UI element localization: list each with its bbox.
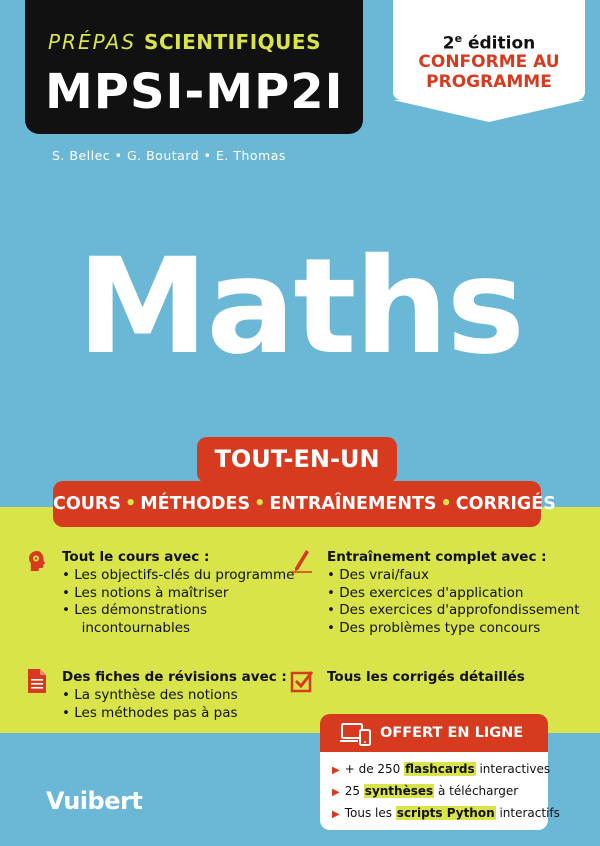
list-item: • Les notions à maîtriser	[62, 585, 295, 603]
arrow-icon: ▶	[332, 787, 340, 798]
list-item-continuation: incontournables	[81, 619, 191, 636]
online-offer-list	[320, 752, 560, 830]
series-block	[25, 0, 363, 134]
online-offer-header	[320, 714, 548, 752]
features	[0, 507, 600, 747]
list-item: • Des exercices d'application	[327, 585, 580, 603]
list-item: • Les méthodes pas à pas	[62, 705, 238, 723]
publisher-logo: Vuibert	[46, 787, 143, 815]
online-offer-title: OFFERT EN LIGNE	[380, 725, 524, 741]
list-item: • Les démonstrations	[62, 602, 295, 620]
arrow-icon: ▶	[332, 765, 340, 776]
series-name	[48, 30, 321, 54]
strip-item-entrainements: ENTRAÎNEMENTS	[269, 494, 437, 514]
feature-cours-title: Tout le cours avec :	[62, 549, 210, 565]
document-icon	[25, 669, 49, 693]
list-item: • Des vrai/faux	[327, 567, 580, 585]
feature-corriges-title: Tous les corrigés détaillés	[327, 669, 525, 685]
strip-separator: •	[254, 494, 266, 514]
feature-entrainement-list	[327, 567, 580, 637]
arrow-icon: ▶	[332, 809, 340, 820]
series-prefix: PRÉPAS	[48, 30, 137, 54]
online-item-syntheses: ▶ 25 synthèses à télécharger	[332, 784, 519, 798]
content-strip	[53, 481, 556, 527]
subject-title: Maths	[76, 230, 524, 384]
edition-label: 2e édition	[442, 32, 536, 54]
head-gear-icon	[25, 549, 49, 573]
pencil-icon	[290, 549, 314, 573]
conform-label: CONFORME AU PROGRAMME	[418, 52, 560, 92]
strip-separator: •	[440, 494, 452, 514]
list-item: • La synthèse des notions	[62, 687, 238, 705]
list-item: • Des problèmes type concours	[327, 620, 580, 638]
feature-cours-list	[62, 567, 295, 637]
strip-item-methodes: MÉTHODES	[140, 494, 251, 514]
checkbox-icon	[290, 669, 314, 693]
edition-badge	[393, 0, 585, 100]
list-item: • Des exercices d'approfondissement	[327, 602, 580, 620]
track-title: MPSI-MP2I	[45, 64, 344, 120]
strip-item-corriges: CORRIGÉS	[455, 494, 556, 514]
online-item-flashcards: ▶ + de 250 flashcards interactives	[332, 762, 551, 776]
feature-fiches-list	[62, 687, 238, 722]
tout-en-un-label: TOUT-EN-UN	[197, 437, 397, 483]
series-suffix: SCIENTIFIQUES	[144, 30, 321, 54]
feature-fiches-title: Des fiches de révisions avec :	[62, 669, 287, 685]
strip-separator: •	[125, 494, 137, 514]
list-item: • Les objectifs-clés du programme	[62, 567, 295, 585]
strip-item-cours: COURS	[53, 494, 122, 514]
online-item-scripts: ▶ Tous les scripts Python interactifs	[332, 806, 560, 820]
feature-entrainement-title: Entraînement complet avec :	[327, 549, 547, 565]
authors: S. Bellec • G. Boutard • E. Thomas	[52, 148, 286, 163]
devices-icon	[340, 722, 372, 746]
